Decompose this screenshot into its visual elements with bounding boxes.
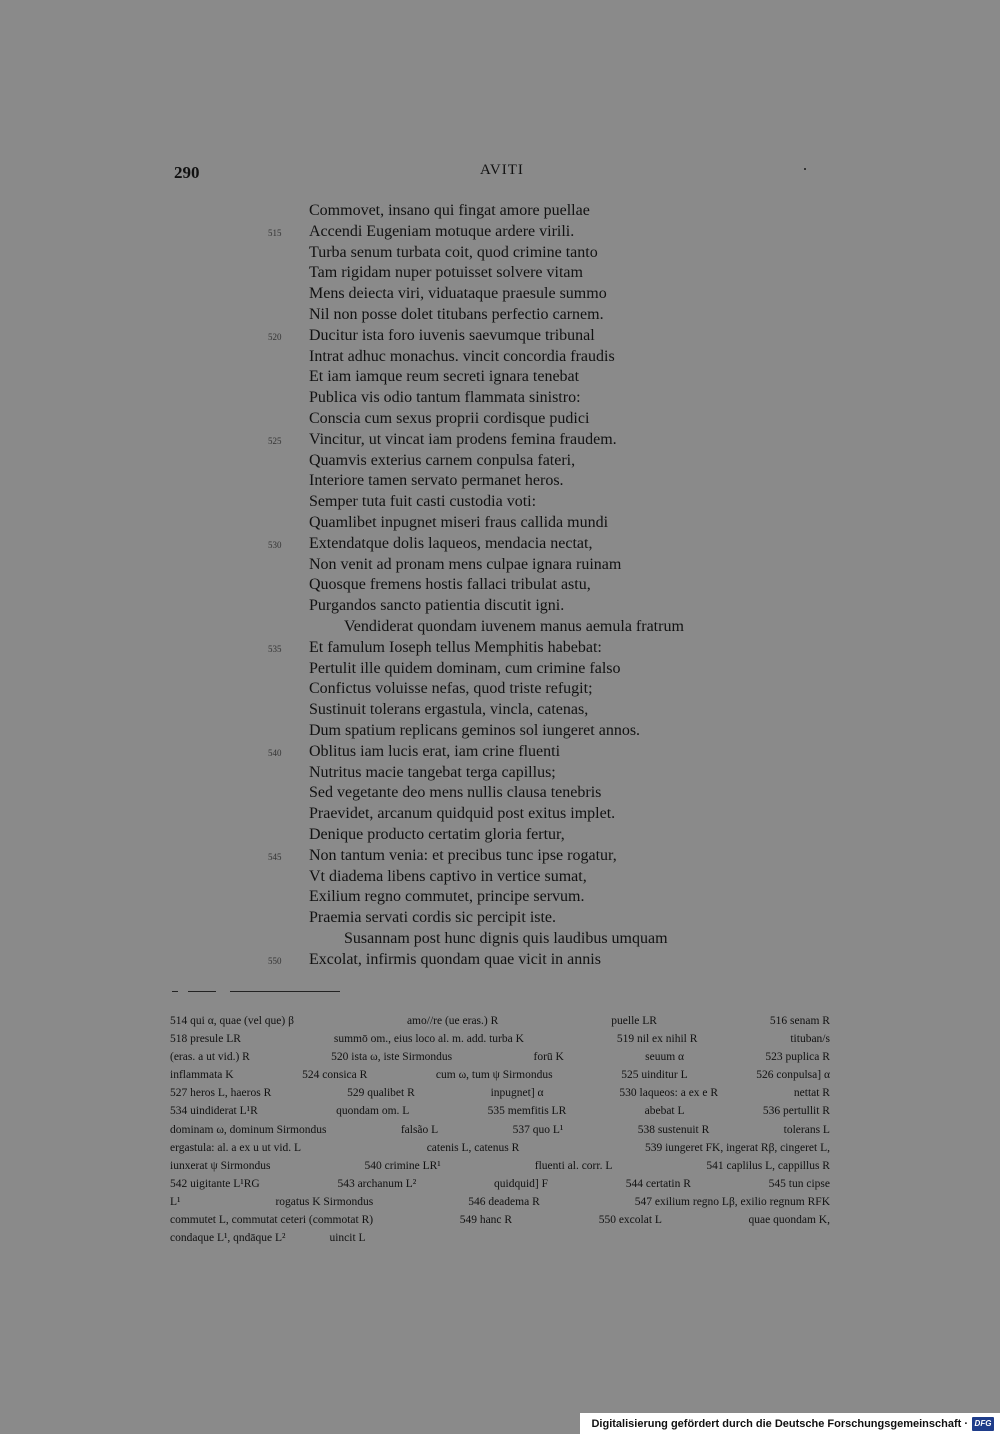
verse-line <box>0 908 1000 929</box>
apparatus-entry: 535 memfitis LR <box>487 1105 567 1118</box>
verse-text: Quamvis exterius carnem conpulsa fateri, <box>309 451 576 469</box>
apparatus-rule-segment <box>172 991 178 992</box>
verse-line <box>0 887 1000 908</box>
apparatus-entry: 523 puplica R <box>765 1051 830 1064</box>
apparatus-entry: quondam om. L <box>336 1105 410 1118</box>
verse-line <box>0 929 1000 950</box>
verse-text: Pertulit ille quidem dominam, cum crimine falso <box>309 659 621 677</box>
apparatus-entry: 541 caplilus L, cappillus R <box>706 1159 830 1172</box>
verse-line <box>0 867 1000 888</box>
apparatus-entry: 524 consica R <box>302 1069 368 1082</box>
line-number: 535 <box>268 643 282 654</box>
verse-line <box>0 284 1000 305</box>
verse-text: Vendiderat quondam iuvenem manus aemula fratrum <box>344 617 684 635</box>
verse-line <box>0 326 1000 347</box>
page-mark <box>804 168 806 170</box>
verse-text: Denique producto certatim gloria fertur, <box>309 825 565 843</box>
footer-text: Digitalisierung gefördert durch die Deutsche Forschungsgemeinschaft · <box>591 1417 968 1430</box>
verse-line <box>0 783 1000 804</box>
apparatus-entry: cum ω, tum ψ Sirmondus <box>435 1069 553 1082</box>
apparatus-line <box>170 1066 830 1084</box>
apparatus-entry: L¹ <box>170 1195 181 1208</box>
apparatus-entry: 546 deadema R <box>468 1195 540 1208</box>
verse-line <box>0 575 1000 596</box>
verse-line <box>0 638 1000 659</box>
apparatus-entry: 544 certatin R <box>625 1177 691 1190</box>
apparatus-rule-segment <box>188 991 216 992</box>
line-number: 540 <box>268 747 282 758</box>
apparatus-entry: 536 pertullit R <box>762 1105 830 1118</box>
apparatus-line <box>170 1211 830 1229</box>
verse-text: Confictus voluisse nefas, quod triste refugit; <box>309 680 593 698</box>
apparatus-line <box>170 1030 830 1048</box>
verse-line <box>0 804 1000 825</box>
verse-text: Excolat, infirmis quondam quae vicit in annis <box>309 950 601 968</box>
critical-apparatus <box>170 1012 830 1247</box>
verse-line <box>0 201 1000 222</box>
verse-text: Extendatque dolis laqueos, mendacia nectat, <box>309 534 593 552</box>
apparatus-entry: ergastula: al. a ex u ut vid. L <box>170 1141 302 1154</box>
apparatus-line <box>170 1121 830 1139</box>
apparatus-entry: 545 tun cipse <box>768 1177 830 1190</box>
verse-line <box>0 617 1000 638</box>
verse-line <box>0 659 1000 680</box>
verse-text: Accendi Eugeniam motuque ardere virili. <box>309 222 575 240</box>
apparatus-entry: tolerans L <box>783 1123 830 1136</box>
apparatus-entry: 514 qui α, quae (vel que) β <box>170 1015 294 1027</box>
verse-line <box>0 825 1000 846</box>
apparatus-line <box>170 1048 830 1066</box>
verse-line <box>0 243 1000 264</box>
verse-text: Vt diadema libens captivo in vertice sumat, <box>309 867 587 885</box>
verse-text: Semper tuta fuit casti custodia voti: <box>309 493 537 511</box>
verse-line <box>0 471 1000 492</box>
verse-text: Ducitur ista foro iuvenis saevumque tribunal <box>309 326 595 344</box>
apparatus-entry: 525 uinditur L <box>621 1069 688 1082</box>
apparatus-line <box>170 1139 830 1157</box>
apparatus-entry: 520 ista ω, iste Sirmondus <box>331 1051 453 1064</box>
apparatus-entry: inflammata K <box>170 1069 234 1082</box>
apparatus-entry: uincit L <box>329 1232 366 1245</box>
apparatus-line <box>170 1012 830 1030</box>
apparatus-entry: fluenti al. corr. L <box>534 1159 613 1172</box>
apparatus-entry: 518 presule LR <box>170 1033 241 1046</box>
line-number: 530 <box>268 539 282 550</box>
funding-footer <box>580 1413 1000 1434</box>
verse-line <box>0 492 1000 513</box>
verse-text: Vincitur, ut vincat iam prodens femina fraudem. <box>309 430 617 448</box>
apparatus-entry: amo//re (ue eras.) R <box>406 1015 499 1027</box>
verse-text: Turba senum turbata coit, quod crimine tanto <box>309 243 598 261</box>
verse-line <box>0 679 1000 700</box>
verse-line <box>0 950 1000 971</box>
verse-text: Mens deiecta viri, viduataque praesule summo <box>309 285 607 303</box>
apparatus-line <box>170 1193 830 1211</box>
apparatus-line <box>170 1229 830 1247</box>
verse-text: Quamlibet inpugnet miseri fraus callida mundi <box>309 513 609 531</box>
line-number: 520 <box>268 331 282 342</box>
verse-line <box>0 430 1000 451</box>
apparatus-entry: 540 crimine LR¹ <box>364 1159 441 1172</box>
apparatus-entry: 539 iungeret FK, ingerat Rβ, cingeret L, <box>644 1141 830 1154</box>
verse-line <box>0 742 1000 763</box>
line-number: 525 <box>268 435 282 446</box>
apparatus-entry: forū K <box>533 1051 564 1064</box>
verse-text: Sed vegetante deo mens nullis clausa tenebris <box>309 784 602 802</box>
apparatus-entry: rogatus K Sirmondus <box>275 1195 374 1208</box>
apparatus-line <box>170 1175 830 1193</box>
verse-text: Praemia servati cordis sic percipit iste. <box>309 909 557 927</box>
verse-line <box>0 305 1000 326</box>
verse-line <box>0 846 1000 867</box>
verse-text: Purgandos sancto patientia discutit igni. <box>309 597 565 615</box>
apparatus-entry: 549 hanc R <box>459 1214 513 1227</box>
apparatus-entry: 526 conpulsa] α <box>756 1069 830 1082</box>
verse-text: Nutritus macie tangebat terga capillus; <box>309 763 556 781</box>
verse-line <box>0 451 1000 472</box>
apparatus-entry: puelle LR <box>611 1015 657 1027</box>
line-number: 550 <box>268 955 282 966</box>
verse-text: Et famulum Ioseph tellus Memphitis habebat: <box>309 638 602 656</box>
line-number: 515 <box>268 227 282 238</box>
apparatus-entry: catenis L, catenus R <box>426 1141 520 1154</box>
verse-block <box>0 201 1000 970</box>
apparatus-entry: 542 uigitante L¹RG <box>170 1177 260 1190</box>
verse-line <box>0 555 1000 576</box>
verse-text: Interiore tamen servato permanet heros. <box>309 472 564 490</box>
apparatus-entry: quae quondam K, <box>748 1214 830 1227</box>
verse-line <box>0 263 1000 284</box>
dfg-logo: DFG <box>972 1417 994 1431</box>
apparatus-entry: (eras. a ut vid.) R <box>170 1051 250 1064</box>
verse-line <box>0 388 1000 409</box>
apparatus-entry: falsão L <box>400 1123 439 1136</box>
verse-text: Conscia cum sexus proprii cordisque pudici <box>309 409 590 427</box>
verse-line <box>0 367 1000 388</box>
apparatus-entry: summō om., eius loco al. m. add. turba K <box>333 1033 524 1046</box>
verse-text: Intrat adhuc monachus. vincit concordia fraudis <box>309 347 615 365</box>
apparatus-entry: 534 uindiderat L¹R <box>170 1105 258 1118</box>
verse-text: Commovet, insano qui fingat amore puellae <box>309 202 590 219</box>
verse-text: Non venit ad pronam mens culpae ignara ruinam <box>309 555 622 573</box>
verse-text: Dum spatium replicans geminos sol iungeret annos. <box>309 721 641 739</box>
apparatus-entry: 543 archanum L² <box>337 1177 417 1190</box>
verse-line <box>0 534 1000 555</box>
apparatus-entry: condaque L¹, qndāque L² <box>170 1232 286 1245</box>
apparatus-entry: abebat L <box>644 1105 685 1118</box>
apparatus-entry: 527 heros L, haeros R <box>170 1087 272 1100</box>
apparatus-entry: nettat R <box>793 1087 830 1100</box>
verse-text: Tam rigidam nuper potuisset solvere vitam <box>309 264 583 282</box>
verse-text: Susannam post hunc dignis quis laudibus umquam <box>344 929 668 947</box>
verse-line <box>0 596 1000 617</box>
apparatus-entry: 530 laqueos: a ex e R <box>619 1087 719 1100</box>
verse-text: Oblitus iam lucis erat, iam crine fluenti <box>309 742 561 760</box>
verse-text: Quosque fremens hostis fallaci tribulat astu, <box>309 576 591 594</box>
line-number: 545 <box>268 851 282 862</box>
apparatus-entry: 550 excolat L <box>598 1214 662 1227</box>
apparatus-entry: 538 sustenuit R <box>637 1123 710 1136</box>
apparatus-entry: quidquid] F <box>494 1177 548 1190</box>
apparatus-rule <box>230 991 340 992</box>
apparatus-entry: 529 qualibet R <box>347 1087 415 1100</box>
apparatus-entry: 516 senam R <box>769 1015 830 1027</box>
verse-text: Nil non posse dolet titubans perfectio carnem. <box>309 305 604 323</box>
apparatus-entry: 537 quo L¹ <box>512 1123 564 1136</box>
apparatus-entry: dominam ω, dominum Sirmondus <box>170 1123 327 1136</box>
page-number: 290 <box>174 163 200 182</box>
verse-line <box>0 409 1000 430</box>
apparatus-entry: 519 nil ex nihil R <box>616 1033 698 1046</box>
verse-line <box>0 763 1000 784</box>
apparatus-line <box>170 1102 830 1120</box>
apparatus-entry: inpugnet] α <box>490 1087 544 1100</box>
verse-text: Et iam iamque reum secreti ignara tenebat <box>309 368 580 386</box>
verse-line <box>0 721 1000 742</box>
verse-line <box>0 347 1000 368</box>
apparatus-line <box>170 1084 830 1102</box>
verse-text: Praevidet, arcanum quidquid post exitus implet. <box>309 805 616 823</box>
verse-line <box>0 700 1000 721</box>
apparatus-entry: tituban/s <box>790 1033 830 1046</box>
verse-line <box>0 222 1000 243</box>
verse-text: Non tantum venia: et precibus tunc ipse rogatur, <box>309 846 617 864</box>
verse-text: Sustinuit tolerans ergastula, vincla, catenas, <box>309 701 589 719</box>
verse-text: Publica vis odio tantum flammata sinistro: <box>309 389 581 407</box>
apparatus-entry: seuum α <box>645 1051 685 1064</box>
apparatus-entry: iunxerat ψ Sirmondus <box>170 1159 271 1172</box>
verse-text: Exilium regno commutet, principe servum. <box>309 888 585 906</box>
verse-line <box>0 513 1000 534</box>
apparatus-line <box>170 1157 830 1175</box>
running-title: AVITI <box>480 162 524 178</box>
apparatus-entry: commutet L, commutat ceteri (commotat R) <box>170 1214 374 1227</box>
apparatus-entry: 547 exilium regno Lβ, exilio regnum RFK <box>634 1195 830 1208</box>
